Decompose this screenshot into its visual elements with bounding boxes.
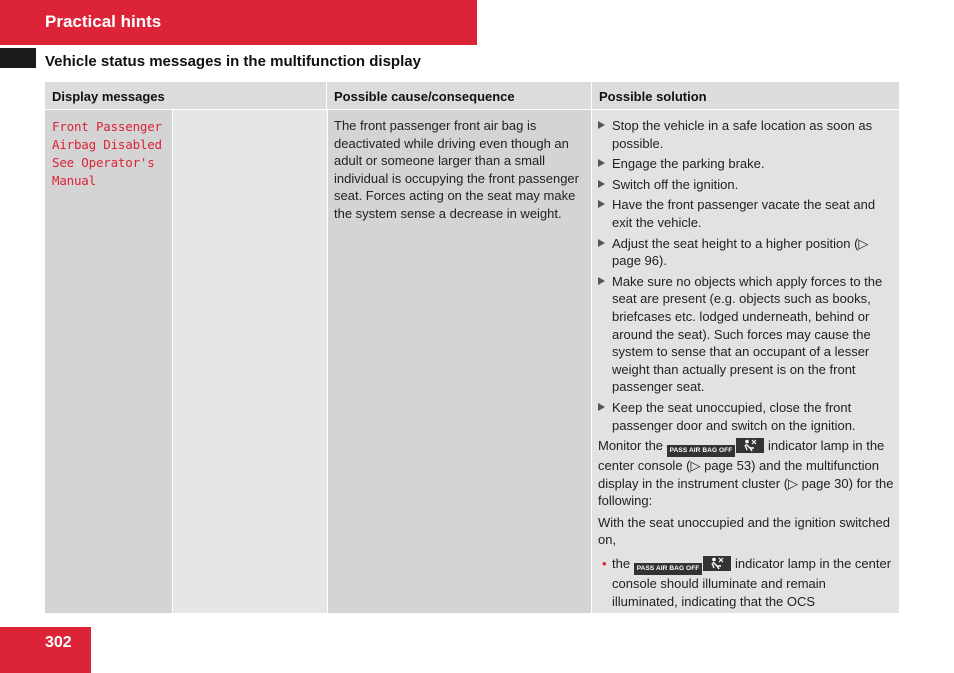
monitor-paragraph: Monitor the PASS AIR BAG OFF indicator lamp in the center console (▷ page 53) and the multifunction display in the instrument cluster (▷ page 30) for the following: — [598, 438, 894, 509]
solution-step: Engage the parking brake. — [598, 155, 894, 173]
section-title: Vehicle status messages in the multifunction display — [45, 53, 421, 70]
message-line: Manual — [52, 173, 96, 188]
section-marker — [0, 48, 36, 68]
display-message-cell — [45, 110, 172, 613]
solution-step: Make sure no objects which apply forces to the seat are present (e.g. objects such as books, briefcases etc. lodged underneath, behind or around the seat). Such forces may cause the system to sense that an occupant of a lesser weight than actually present is on the front passenger seat. — [598, 273, 894, 396]
message-line: See Operator's — [52, 155, 155, 170]
cause-text: The front passenger front air bag is deactivated while driving even though an adult or someone larger than a small individual is occupying the front passenger seat. Forces acting on the seat may make the system sense a decrease in weight. — [334, 118, 579, 221]
pass-air-bag-off-indicator: PASS AIR BAG OFF — [667, 445, 736, 457]
empty-cell — [173, 110, 327, 613]
solution-step: Have the front passenger vacate the seat and exit the vehicle. — [598, 196, 894, 231]
bullet-dot: • — [602, 556, 607, 572]
chapter-title: Practical hints — [45, 12, 162, 31]
seat-occupant-icon — [736, 438, 764, 453]
arrow-icon — [598, 121, 605, 129]
pass-air-bag-off-indicator: PASS AIR BAG OFF — [634, 563, 703, 575]
solution-list — [598, 117, 894, 610]
message-line: Front Passenger — [52, 119, 162, 134]
arrow-icon — [598, 180, 605, 188]
arrow-icon — [598, 239, 605, 247]
status-messages-table — [45, 82, 899, 613]
solution-step: Keep the seat unoccupied, close the front passenger door and switch on the ignition. — [598, 399, 894, 434]
seat-occupant-icon — [703, 556, 731, 571]
solution-step: Adjust the seat height to a higher position (▷ page 96). — [598, 235, 894, 270]
solution-cell — [592, 110, 899, 613]
message-line: Airbag Disabled — [52, 137, 162, 152]
arrow-icon — [598, 277, 605, 285]
arrow-icon — [598, 403, 605, 411]
solution-step: Switch off the ignition. — [598, 176, 894, 194]
solution-step: Stop the vehicle in a safe location as soon as possible. — [598, 117, 894, 152]
display-message-text — [52, 118, 172, 190]
cause-cell — [328, 110, 591, 613]
column-header-display-messages: Display messages — [45, 82, 326, 109]
bullet-item: • the PASS AIR BAG OFF indicator lamp in the center console should illuminate and remain illuminated, indicating that the OCS — [602, 556, 892, 609]
column-header-solution: Possible solution — [592, 82, 899, 109]
page-number: 302 — [45, 634, 72, 651]
arrow-icon — [598, 159, 605, 167]
column-header-cause: Possible cause/consequence — [327, 82, 591, 109]
condition-paragraph: With the seat unoccupied and the ignition switched on, — [598, 514, 890, 548]
arrow-icon — [598, 200, 605, 208]
